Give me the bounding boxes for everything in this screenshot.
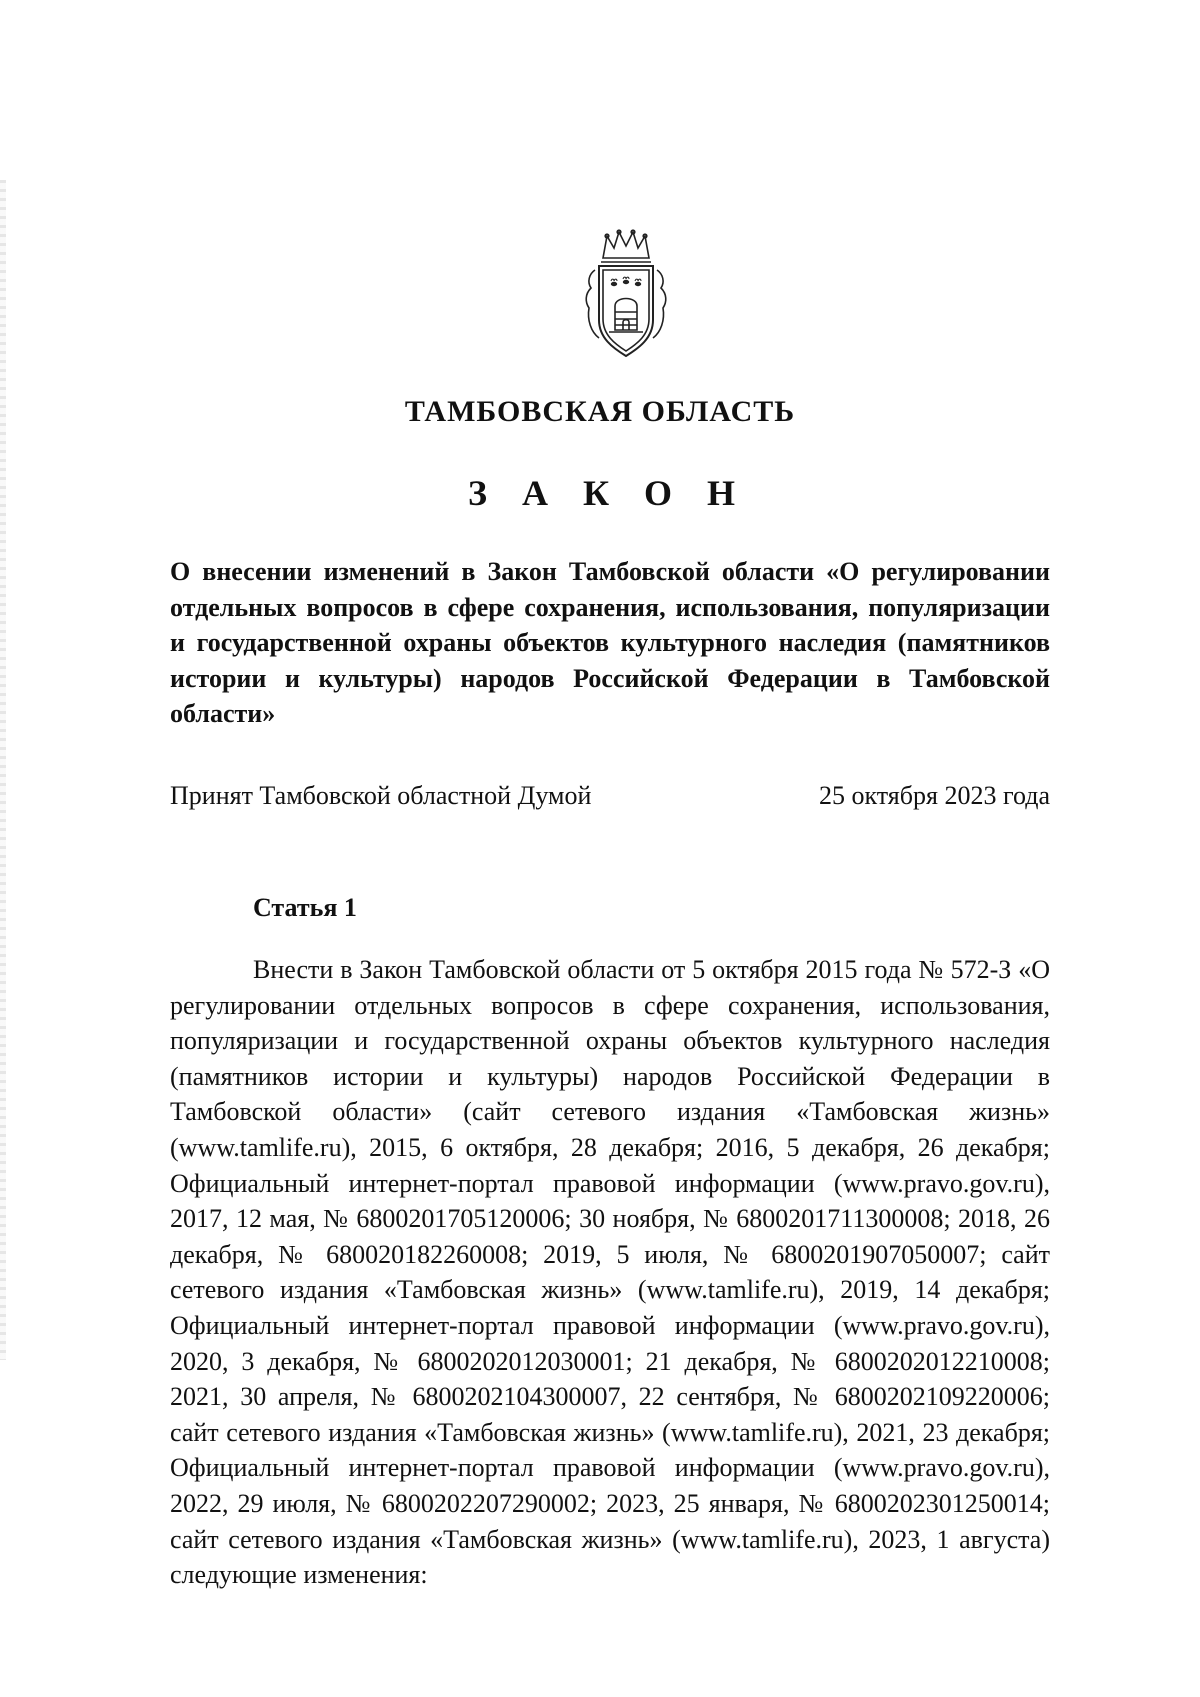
article-heading: Статья 1	[253, 893, 357, 922]
adoption-date: 25 октября 2023 года	[819, 781, 1050, 810]
article-body-text: Внести в Закон Тамбовской области от 5 октября 2015 года № 572-З «О регулировании отдельных вопросов в сфере сохранения, использования, популяризации и государственной охраны объектов культурного наследия (памятников истории и культуры) народов Российской Федерации в Тамбовской области» (сайт сетевого издания «Тамбовская жизнь» (www.tamlife.ru), 2015, 6 октября, 28 декабря; 2016, 5 декабря, 26 декабря; Официальный интернет-портал правовой информации (www.pravo.gov.ru), 2017, 12 мая, № 6800201705120006; 30 ноября, № 6800201711300008; 2018, 26 декабря, № 680020182260008; 2019, 5 июля, № 6800201907050007; сайт сетевого издания «Тамбовская жизнь» (www.tamlife.ru), 2019, 14 декабря; Официальный интернет-портал правовой информации (www.pravo.gov.ru), 2020, 3 декабря, № 6800202012030001; 21 декабря, № 6800202012210008; 2021, 30 апреля, № 6800202104300007, 22 сентября, № 6800202109220006; сайт сетевого издания «Тамбовская жизнь» (www.tamlife.ru), 2021, 23 декабря; Официальный интернет-портал правовой информации (www.pravo.gov.ru), 2022, 29 июля, № 6800202207290002; 2023, 25 января, № 6800202301250014; сайт сетевого издания «Тамбовская жизнь» (www.tamlife.ru), 2023, 1 августа) следующие изменения:	[170, 955, 1050, 1590]
document-type-heading: З А К О Н	[467, 473, 749, 513]
law-title: О внесении изменений в Закон Тамбовской области «О регулировании отдельных вопросов в сфере сохранения, использования, популяризации и государственной охраны объектов культурного наследия (памятников истории и культуры) народов Российской Федерации в Тамбовской области»	[170, 557, 1050, 728]
adopted-by: Принят Тамбовской областной Думой	[170, 781, 592, 810]
region-heading: ТАМБОВСКАЯ ОБЛАСТЬ	[404, 395, 796, 428]
coat-of-arms-icon	[581, 228, 671, 360]
scan-edge-artifact	[0, 180, 6, 1360]
coat-of-arms-emblem	[581, 228, 671, 360]
